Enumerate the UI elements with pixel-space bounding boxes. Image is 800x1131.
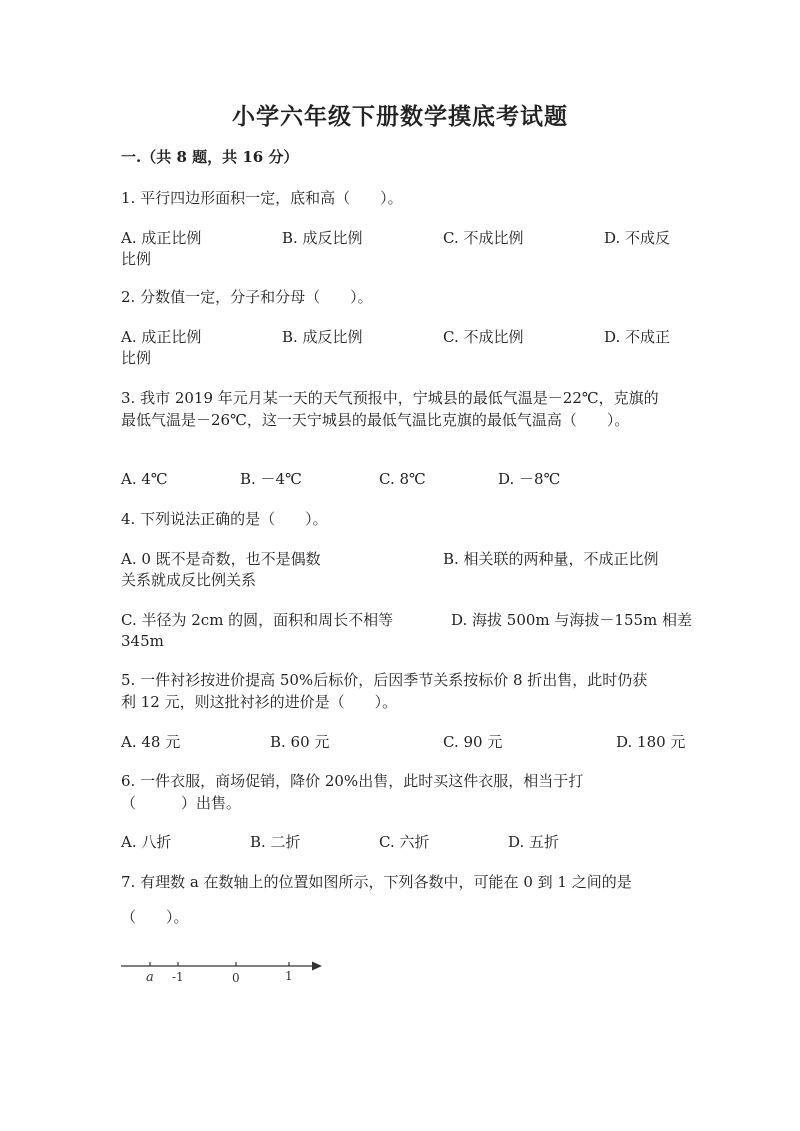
question-6-option-b: B. 二折 (250, 833, 301, 851)
question-5-option-d: D. 180 元 (616, 733, 686, 751)
exam-title: 小学六年级下册数学摸底考试题 (232, 103, 568, 130)
question-2-option-d: D. 不成正 (604, 328, 671, 346)
question-6-stem-line-1: 6. 一件衣服，商场促销，降价 20%出售，此时买这件衣服，相当于打 (121, 772, 584, 790)
question-1-option-d-continued: 比例 (121, 250, 152, 268)
label-neg1: -1 (172, 970, 184, 984)
question-4-option-d-continued: 345m (121, 632, 164, 650)
question-3-option-b: B. －4℃ (240, 470, 302, 488)
question-5-option-b: B. 60 元 (270, 733, 330, 751)
question-1-option-d: D. 不成反 (604, 229, 671, 247)
question-4-option-c: C. 半径为 2cm 的圆，面积和周长不相等 (121, 611, 394, 629)
question-4-option-b-continued: 关系就成反比例关系 (121, 571, 257, 589)
question-4-option-a: A. 0 既不是奇数，也不是偶数 (121, 550, 321, 568)
number-line-svg (115, 955, 330, 985)
question-4-option-b: B. 相关联的两种量，不成正比例 (443, 550, 659, 568)
question-7-stem-line-2: （ ）。 (121, 908, 189, 926)
question-2-stem: 2. 分数值一定，分子和分母（ ）。 (121, 288, 373, 306)
label-0: 0 (232, 971, 240, 985)
question-3-stem-line-2: 最低气温是－26℃，这一天宁城县的最低气温比克旗的最低气温高（ ）。 (121, 411, 630, 429)
question-3-stem-line-1: 3. 我市 2019 年元月某一天的天气预报中，宁城县的最低气温是－22℃，克旗的 (121, 389, 659, 407)
question-2-option-d-continued: 比例 (121, 349, 152, 367)
question-5-stem-line-1: 5. 一件衬衫按进价提高 50%后标价，后因季节关系按标价 8 折出售，此时仍获 (121, 671, 648, 689)
question-5-option-a: A. 48 元 (121, 733, 181, 751)
question-6-stem-line-2: （ ）出售。 (121, 794, 242, 812)
question-6-option-c: C. 六折 (379, 833, 430, 851)
question-2-option-c: C. 不成比例 (443, 328, 524, 346)
number-line-arrow (312, 962, 322, 971)
question-3-option-c: C. 8℃ (379, 470, 426, 488)
number-line-figure (115, 955, 330, 985)
question-7-stem-line-1: 7. 有理数 a 在数轴上的位置如图所示，下列各数中，可能在 0 到 1 之间的是 (121, 873, 632, 891)
section-heading: 一.（共 8 题，共 16 分） (121, 148, 299, 166)
question-2-option-b: B. 成反比例 (282, 328, 363, 346)
question-5-option-c: C. 90 元 (443, 733, 503, 751)
question-1-option-a: A. 成正比例 (121, 229, 202, 247)
question-5-stem-line-2: 利 12 元，则这批衬衫的进价是（ ）。 (121, 693, 398, 711)
question-1-option-b: B. 成反比例 (282, 229, 363, 247)
question-6-option-d: D. 五折 (508, 833, 560, 851)
label-1: 1 (285, 969, 293, 983)
question-6-option-a: A. 八折 (121, 833, 172, 851)
question-3-option-d: D. －8℃ (498, 470, 561, 488)
question-1-option-c: C. 不成比例 (443, 229, 524, 247)
question-3-option-a: A. 4℃ (121, 470, 168, 488)
question-2-option-a: A. 成正比例 (121, 328, 202, 346)
question-4-option-d: D. 海拔 500m 与海拔－155m 相差 (451, 611, 693, 629)
label-a: a (146, 970, 154, 985)
question-1-stem: 1. 平行四边形面积一定，底和高（ ）。 (121, 189, 403, 207)
question-4-stem: 4. 下列说法正确的是（ ）。 (121, 510, 328, 528)
